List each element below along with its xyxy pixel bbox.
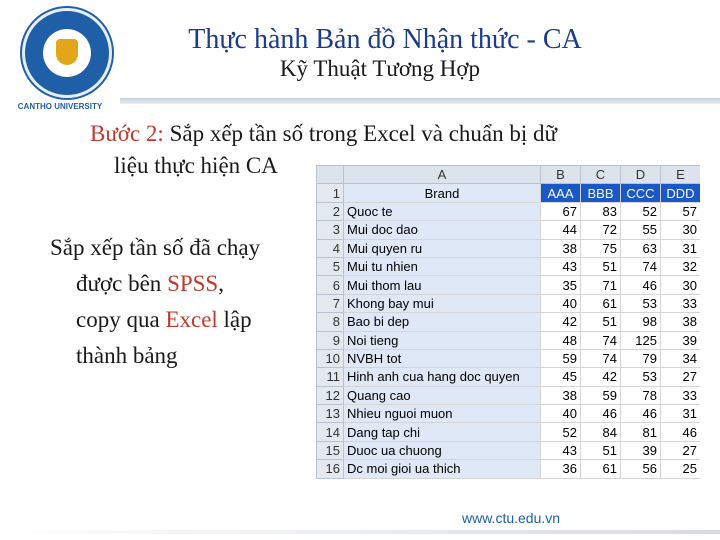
cell[interactable]: 33 [661,294,701,312]
cell[interactable]: 27 [661,441,701,459]
cell[interactable]: 45 [541,368,581,386]
column-header-row [317,166,701,184]
cell[interactable]: 36 [541,460,581,478]
cell[interactable]: 42 [541,313,581,331]
body-word: được [76,271,123,296]
cell[interactable]: 44 [541,221,581,239]
footer-divider [0,530,720,534]
row-header[interactable]: 13 [317,405,344,423]
table-row [317,202,701,220]
body-word: bên [128,271,162,296]
cell[interactable]: 38 [541,386,581,404]
cell[interactable]: Brand [344,184,541,202]
row-header[interactable]: 6 [317,276,344,294]
column-header[interactable]: D [621,166,661,184]
table-row [317,441,701,459]
cell[interactable]: Quang cao [344,386,541,404]
cell[interactable]: Dc moi gioi ua thich [344,460,541,478]
excel-sheet [316,165,700,487]
table-row [317,294,701,312]
cell[interactable]: 43 [541,257,581,275]
cell[interactable]: Duoc ua chuong [344,441,541,459]
cell[interactable]: 31 [661,239,701,257]
cell[interactable]: 53 [621,368,661,386]
cell[interactable]: 75 [581,239,621,257]
table-row [317,221,701,239]
cell[interactable]: 125 [621,331,661,349]
cell[interactable]: NVBH tot [344,349,541,367]
cell[interactable]: 34 [661,349,701,367]
spss-keyword: SPSS [167,271,219,296]
column-header[interactable]: B [541,166,581,184]
step-label: Bước 2: [90,121,164,146]
cell[interactable]: 46 [661,423,701,441]
body-word: lập [223,307,252,332]
row-header[interactable]: 16 [317,460,344,478]
table-row [317,405,701,423]
cell[interactable]: 72 [581,221,621,239]
cell[interactable]: 63 [621,239,661,257]
cell[interactable]: 78 [621,386,661,404]
body-line4: thành bảng [76,343,178,368]
body-line1: Sắp xếp tần số đã chạy [50,235,261,260]
cell[interactable]: BBB [581,184,621,202]
cell[interactable]: 42 [581,368,621,386]
cell[interactable]: 67 [541,202,581,220]
cell[interactable]: 81 [621,423,661,441]
table-row [317,313,701,331]
step-text-line2: liệu thực hiện CA [114,153,278,178]
cell[interactable]: Nhieu nguoi muon [344,405,541,423]
cell[interactable]: 79 [621,349,661,367]
table-row [317,386,701,404]
cell[interactable]: AAA [541,184,581,202]
cell[interactable]: 38 [661,313,701,331]
table-row [317,349,701,367]
table-row [317,331,701,349]
row-header[interactable]: 10 [317,349,344,367]
university-logo [8,6,112,118]
body-word: qua [126,307,160,332]
cell[interactable]: 51 [581,313,621,331]
body-word: copy [76,307,121,332]
cell[interactable]: 52 [541,423,581,441]
cell[interactable]: 43 [541,441,581,459]
cell[interactable]: 61 [581,294,621,312]
cell[interactable]: Hinh anh cua hang doc quyen [344,368,541,386]
row-header[interactable]: 7 [317,294,344,312]
header-divider [120,98,720,104]
cell[interactable]: 71 [581,276,621,294]
cell[interactable]: 30 [661,221,701,239]
body-paragraph [50,230,300,374]
row-header[interactable]: 4 [317,239,344,257]
cell[interactable]: 56 [621,460,661,478]
cell[interactable]: 52 [621,202,661,220]
row-header[interactable]: 8 [317,313,344,331]
table-row [317,276,701,294]
column-header[interactable]: E [661,166,701,184]
cell[interactable]: 27 [661,368,701,386]
cell[interactable]: 98 [621,313,661,331]
cell[interactable]: Mui doc dao [344,221,541,239]
row-header[interactable]: 14 [317,423,344,441]
university-name: CANTHO UNIVERSITY [17,102,103,111]
row-header[interactable]: 5 [317,257,344,275]
table-row [317,184,701,202]
cell[interactable]: 40 [541,294,581,312]
cell[interactable]: Dang tap chi [344,423,541,441]
row-header[interactable]: 11 [317,368,344,386]
row-header[interactable]: 1 [317,184,344,202]
slide-subtitle: Kỹ Thuật Tương Hợp [279,56,481,81]
step-text-line1: Sắp xếp tần số trong Excel và chuẩn bị dữ [169,121,557,146]
excel-keyword: Excel [165,307,218,332]
cell[interactable]: 53 [621,294,661,312]
cell[interactable]: 46 [621,276,661,294]
cell[interactable]: Mui thom lau [344,276,541,294]
cell[interactable]: 59 [541,349,581,367]
table-row [317,460,701,478]
frequency-table [316,165,700,479]
cell[interactable]: 83 [581,202,621,220]
cell[interactable]: DDD [661,184,701,202]
column-header[interactable]: A [344,166,541,184]
cell[interactable]: 84 [581,423,621,441]
cell[interactable]: 38 [541,239,581,257]
table-row [317,368,701,386]
row-header[interactable]: 9 [317,331,344,349]
row-header[interactable]: 12 [317,386,344,404]
column-header[interactable]: C [581,166,621,184]
cell[interactable]: Mui quyen ru [344,239,541,257]
footer-url: www.ctu.edu.vn [462,510,561,526]
cell[interactable]: CCC [621,184,661,202]
cell[interactable]: 33 [661,386,701,404]
cell[interactable]: 31 [661,405,701,423]
row-header[interactable]: 15 [317,441,344,459]
cell[interactable]: 46 [621,405,661,423]
cell[interactable]: 39 [621,441,661,459]
cell[interactable]: 48 [541,331,581,349]
table-row [317,257,701,275]
logo-emblem [22,8,112,98]
body-punct: , [218,271,224,296]
corner-cell[interactable] [317,166,344,184]
body-line2 [50,266,300,302]
cell[interactable]: 46 [581,405,621,423]
cell[interactable]: 30 [661,276,701,294]
cell[interactable]: 32 [661,257,701,275]
cell[interactable]: Mui tu nhien [344,257,541,275]
cell[interactable]: Bao bi dep [344,313,541,331]
cell[interactable]: 74 [581,331,621,349]
cell[interactable]: 39 [661,331,701,349]
cell[interactable]: 61 [581,460,621,478]
cell[interactable]: Quoc te [344,202,541,220]
table-row [317,239,701,257]
row-header[interactable]: 3 [317,221,344,239]
cell[interactable]: 40 [541,405,581,423]
cell[interactable]: 57 [661,202,701,220]
cell[interactable]: 74 [581,349,621,367]
cell[interactable]: Noi tieng [344,331,541,349]
slide-title: Thực hành Bản đồ Nhận thức - CA [188,24,582,55]
cell[interactable]: 59 [581,386,621,404]
row-header[interactable]: 2 [317,202,344,220]
cell[interactable]: Khong bay mui [344,294,541,312]
cell[interactable]: 51 [581,257,621,275]
body-line3 [50,302,300,338]
cell[interactable]: 55 [621,221,661,239]
cell[interactable]: 25 [661,460,701,478]
cell[interactable]: 51 [581,441,621,459]
cell[interactable]: 74 [621,257,661,275]
table-row [317,423,701,441]
cell[interactable]: 35 [541,276,581,294]
